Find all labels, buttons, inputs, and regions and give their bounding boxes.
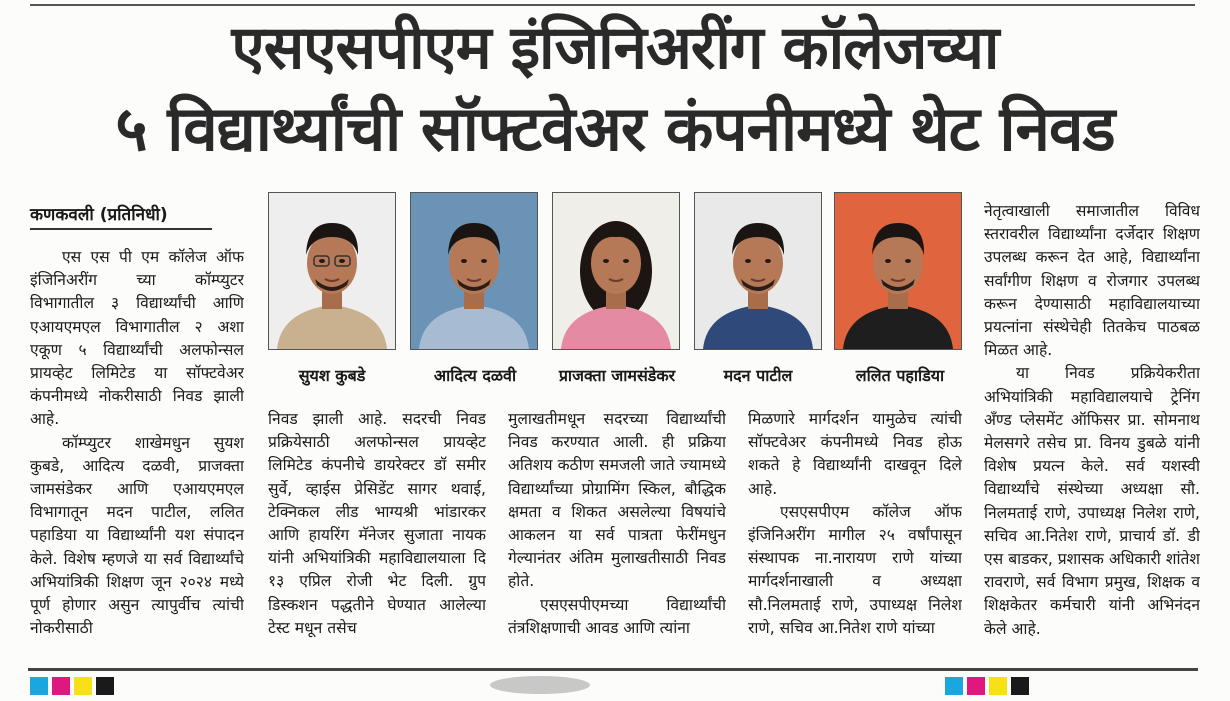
student-photo-5 xyxy=(834,192,962,350)
paragraph: एस एस पी एम कॉलेज ऑफ इंजिनिअरींग च्या कॉम्प्युटर विभागातील ३ विद्यार्थ्यांची आणि एआयएमएल विभागातील २ अशा एकूण ५ विद्यार्थ्यांची अलफोन्सल प्रायव्हेट लिमिटेड या सॉफ्टवेअर कंपनीमध्ये नोकरीसाठी निवड झाली आहे. xyxy=(30,248,244,429)
student-photo-4 xyxy=(694,192,822,350)
photo-caption: आदित्य दळवी xyxy=(433,366,517,385)
student-photo-2 xyxy=(410,192,538,350)
registration-oval xyxy=(490,676,590,694)
photo-caption: ललित पहाडिया xyxy=(855,366,945,385)
student-photo-3 xyxy=(552,192,680,350)
student-photo-1 xyxy=(268,192,396,350)
registration-mark-magenta xyxy=(52,677,70,695)
photo-caption: प्राजक्ता जामसंडेकर xyxy=(558,366,676,385)
paragraph: नेतृत्वाखाली समाजातील विविध स्तरावरील विद्यार्थ्यांना दर्जेदार शिक्षण उपलब्ध करून देत आहे, विद्यार्थ्यांना सर्वांगीण शिक्षण व रोजगार उपलब्ध करून देण्यासाठी महाविद्यालयाच्या प्रयत्नांना संस्थेचेही तितकेच पाठबळ मिळत आहे. xyxy=(984,202,1200,360)
registration-mark-cyan xyxy=(30,677,48,695)
paragraph: निवड झाली आहे. सदरची निवड प्रक्रियेसाठी अलफोन्सल प्रायव्हेट लिमिटेड कंपनीचे डायरेक्टर डॉ समीर सुर्वे, व्हाईस प्रेसिडेंट सागर थवाई, टेक्निकल लीड भाग्यश्री भांडारकर आणि हायरिंग मॅनेजर सुजाता नायक यांनी अभियांत्रिकी महाविद्यालयाला दि १३ एप्रिल रोजी भेट दिली. ग्रुप डिस्कशन पद्धतीने घेण्यात आलेल्या टेस्ट मधून तसेच xyxy=(268,410,486,637)
registration-mark-cyan xyxy=(945,677,963,695)
registration-mark-yellow xyxy=(989,677,1007,695)
paragraph: कॉम्प्युटर शाखेमधुन सुयश कुबडे, आदित्य दळवी, प्राजक्ता जामसंडेकर आणि एआयएमएल विभागातून मदन पाटील, ललित पहाडिया या विद्यार्थ्यांनी यश संपादन केले. विशेष म्हणजे या सर्व विद्यार्थ्यांचे अभियांत्रिकी शिक्षण जून २०२४ मध्ये पूर्ण होणार असुन त्यापुर्वीच त्यांची नोकरीसाठी xyxy=(30,433,244,638)
article-column-4 xyxy=(748,408,962,644)
registration-mark-black xyxy=(1011,677,1029,695)
portrait-illustration xyxy=(553,193,679,349)
dateline: कणकवली (प्रतिनिधी) xyxy=(30,202,212,230)
top-rule xyxy=(30,4,1195,6)
paragraph: एसएसपीएम कॉलेज ऑफ इंजिनिअरींग मागील २५ वर्षांपासून संस्थापक ना.नारायण राणे यांच्या मार्गदर्शनाखाली व अध्यक्षा सौ.निलमताई राणे, उपाध्यक्ष निलेश राणे, सचिव आ.नितेश राणे यांच्या xyxy=(748,502,962,637)
article-column-3 xyxy=(508,408,726,644)
registration-mark-magenta xyxy=(967,677,985,695)
article-column-5 xyxy=(984,200,1200,644)
portrait-illustration xyxy=(695,193,821,349)
portrait-illustration xyxy=(269,193,395,349)
article-column-1 xyxy=(30,246,244,644)
photo-caption: मदन पाटील xyxy=(723,366,793,385)
photo-caption: सुयश कुबडे xyxy=(298,366,366,385)
portrait-illustration xyxy=(411,193,537,349)
article-column-2 xyxy=(268,408,486,644)
headline-line-1: एसएसपीएम इंजिनिअरींग कॉलेजच्या xyxy=(231,13,999,83)
paragraph: एसएसपीएमच्या विद्यार्थ्यांची तंत्रशिक्षणाची आवड आणि त्यांना xyxy=(508,595,726,637)
registration-mark-black xyxy=(96,677,114,695)
bottom-rule xyxy=(28,668,1198,671)
registration-mark-yellow xyxy=(74,677,92,695)
paragraph: मिळणारे मार्गदर्शन यामुळेच त्यांची सॉफ्टवेअर कंपनीमध्ये निवड होऊ शकते हे विद्यार्थ्यांनी दाखवून दिले आहे. xyxy=(748,410,962,498)
paragraph: या निवड प्रक्रियेकरीता अभियांत्रिकी महाविद्यालयाचे ट्रेनिंग अँण्ड प्लेसमेंट ऑफिसर प्रा. सोमनाथ मेलसगरे तसेच प्रा. विनय डुबळे यांनी विशेष प्रयत्न केले. सर्व यशस्वी विद्यार्थ्यांचे संस्थेच्या अध्यक्षा सौ. निलमताई राणे, उपाध्यक्ष निलेश राणे, सचिव आ.नितेश राणे, प्राचार्य डॉ. डी एस बाडकर, प्रशासक अधिकारी शांतेश रावराणे, सर्व विभाग प्रमुख, शिक्षक व शिक्षकेतर कर्मचारी यांनी अभिनंदन केले आहे. xyxy=(984,364,1200,638)
headline-line-2: ५ विद्यार्थ्यांची सॉफ्टवेअर कंपनीमध्ये थेट निवड xyxy=(115,92,1115,165)
portrait-illustration xyxy=(835,193,961,349)
paragraph: मुलाखतीमधून सदरच्या विद्यार्थ्यांची निवड करण्यात आली. ही प्रक्रिया अतिशय कठीण समजली जाते ज्यामध्ये विद्यार्थ्यांच्या प्रोग्रामिंग स्किल, बौद्धिक क्षमता व शिकत असलेल्या विषयांचे आकलन या सर्व पात्रता फेरींमधुन गेल्यानंतर अंतिम मुलाखतीसाठी निवड होते. xyxy=(508,410,726,591)
